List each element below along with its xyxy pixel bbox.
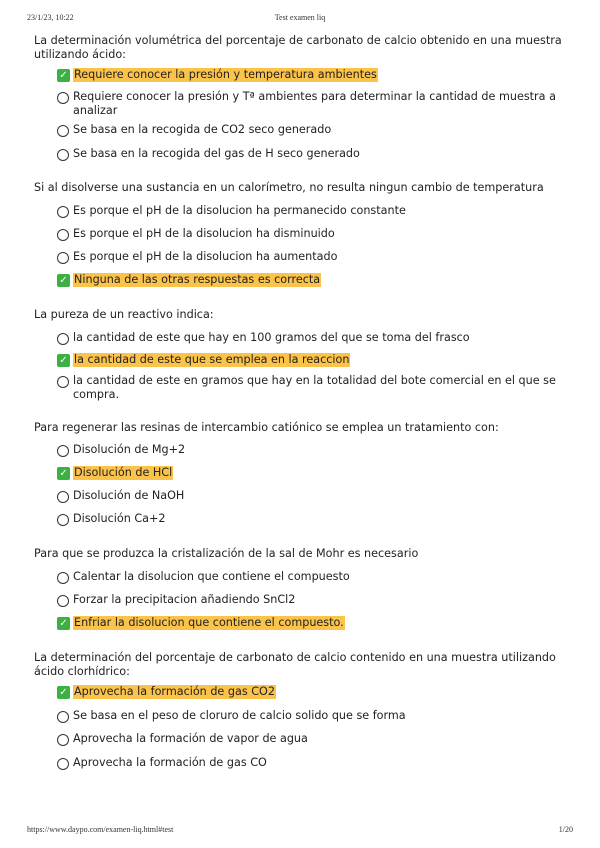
option-label: Requiere conocer la presión y Tª ambientes para determinar la cantidad de muestra a analizar [73,90,556,117]
radio-icon[interactable] [57,514,69,526]
q5-option-3[interactable] [57,616,557,630]
radio-icon[interactable] [57,758,69,770]
radio-icon[interactable] [57,252,69,264]
question-1-text: La determinación volumétrica del porcentaje de carbonato de calcio obtenido en una muestra utilizando ácido: [34,34,562,61]
option-label: Disolución Ca+2 [73,512,166,525]
radio-icon[interactable] [57,92,69,104]
option-label: Disolución de HCl [74,466,173,479]
q6-option-1[interactable] [57,685,557,699]
option-label: Disolución de NaOH [73,489,185,502]
radio-icon[interactable] [57,491,69,503]
radio-icon[interactable] [57,149,69,161]
page-number: 1/20 [558,825,573,834]
option-label: Ninguna de las otras respuestas es correcta [74,273,321,286]
option-label: Enfriar la disolucion que contiene el compuesto. [74,616,344,629]
footer-url[interactable]: https://www.daypo.com/examen-liq.html#test [27,825,174,834]
correct-check-icon: ✓ [57,467,70,480]
question-2-text: Si al disolverse una sustancia en un calorímetro, no resulta ningun cambio de temperatura [34,181,544,194]
option-label: Aprovecha la formación de gas CO [73,756,267,769]
option-label: Se basa en la recogida de CO2 seco generado [73,123,332,136]
option-label: Requiere conocer la presión y temperatura ambientes [74,68,377,81]
option-label: la cantidad de este que se emplea en la reaccion [74,353,350,366]
q4-option-1[interactable] [57,443,557,457]
radio-icon[interactable] [57,376,69,388]
option-label: Aprovecha la formación de gas CO2 [74,685,275,698]
radio-icon[interactable] [57,595,69,607]
correct-check-icon: ✓ [57,69,70,82]
radio-icon[interactable] [57,711,69,723]
q3-option-2[interactable] [57,353,557,367]
option-label: Es porque el pH de la disolucion ha permanecido constante [73,204,406,217]
page-title: Test examen liq [274,13,326,22]
radio-icon[interactable] [57,734,69,746]
option-label: Forzar la precipitacion añadiendo SnCl2 [73,593,296,606]
q4-option-3[interactable] [57,489,557,503]
radio-icon[interactable] [57,206,69,218]
q5-option-2[interactable] [57,593,557,607]
q1-option-1[interactable] [57,68,557,82]
question-5-text: Para que se produzca la cristalización de la sal de Mohr es necesario [34,547,419,560]
option-label: Aprovecha la formación de vapor de agua [73,732,308,745]
radio-icon[interactable] [57,125,69,137]
q1-option-2[interactable] [57,90,557,118]
q6-option-2[interactable] [57,709,557,723]
correct-check-icon: ✓ [57,274,70,287]
radio-icon[interactable] [57,445,69,457]
q5-option-1[interactable] [57,570,557,584]
q4-option-4[interactable] [57,512,557,526]
option-label: Se basa en el peso de cloruro de calcio solido que se forma [73,709,406,722]
option-label: la cantidad de este en gramos que hay en la totalidad del bote comercial en el que se compra. [73,374,556,401]
radio-icon[interactable] [57,333,69,345]
question-6-text: La determinación del porcentaje de carbonato de calcio contenido en una muestra utilizando ácido clorhídrico: [34,651,556,678]
option-label: Se basa en la recogida del gas de H seco generado [73,147,360,160]
radio-icon[interactable] [57,229,69,241]
q2-option-1[interactable] [57,204,557,218]
q1-option-3[interactable] [57,123,557,137]
q6-option-3[interactable] [57,732,557,746]
option-label: la cantidad de este que hay en 100 gramos del que se toma del frasco [73,331,470,344]
q1-option-4[interactable] [57,147,557,161]
print-datetime: 23/1/23, 10:22 [27,13,74,22]
option-label: Calentar la disolucion que contiene el compuesto [73,570,350,583]
q2-option-3[interactable] [57,250,557,264]
q6-option-4[interactable] [57,756,557,770]
correct-check-icon: ✓ [57,354,70,367]
question-3-text: La pureza de un reactivo indica: [34,308,214,321]
q3-option-3[interactable] [57,374,557,402]
q2-option-2[interactable] [57,227,557,241]
question-4-text: Para regenerar las resinas de intercambio catiónico se emplea un tratamiento con: [34,421,499,434]
radio-icon[interactable] [57,572,69,584]
q4-option-2[interactable] [57,466,557,480]
q2-option-4[interactable] [57,273,557,287]
option-label: Es porque el pH de la disolucion ha disminuido [73,227,335,240]
correct-check-icon: ✓ [57,617,70,630]
option-label: Disolución de Mg+2 [73,443,186,456]
correct-check-icon: ✓ [57,686,70,699]
q3-option-1[interactable] [57,331,557,345]
option-label: Es porque el pH de la disolucion ha aumentado [73,250,338,263]
